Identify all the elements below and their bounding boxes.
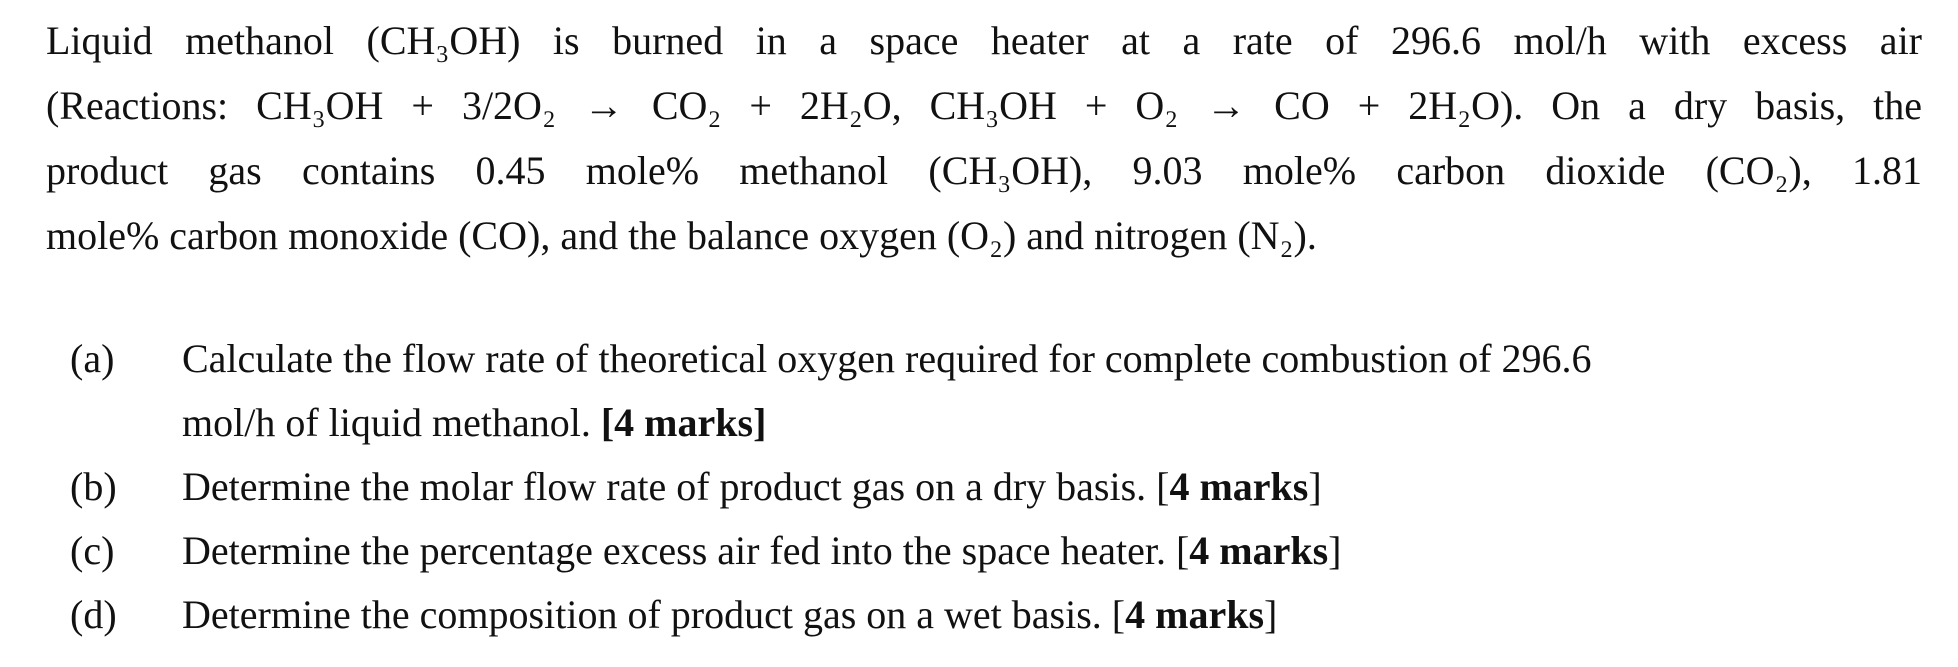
question-text-line xyxy=(182,391,1870,455)
question-text xyxy=(182,519,1870,583)
marks-close-bracket: ] xyxy=(1308,464,1322,509)
question-b xyxy=(70,455,1870,519)
question-label: (c) xyxy=(70,528,115,573)
question-marks: 4 marks xyxy=(1169,464,1309,509)
problem-statement xyxy=(46,8,1922,268)
question-marks: 4 marks xyxy=(1125,592,1265,637)
problem-line-1: Liquid methanol (CH₃OH) is burned in a space heater at a rate of 296.6 mol/h with excess air xyxy=(46,18,1922,63)
problem-line-4: mole% carbon monoxide (CO), and the balance oxygen (O₂) and nitrogen (N₂). xyxy=(46,213,1317,258)
question-text-line: Calculate the flow rate of theoretical oxygen required for complete combustion of 296.6 xyxy=(182,336,1592,381)
question-text-tail: mol/h of liquid methanol. xyxy=(182,400,591,445)
question-marks: [4 marks] xyxy=(600,400,767,445)
marks-open-bracket: [ xyxy=(1175,528,1190,573)
marks-close-bracket: ] xyxy=(1328,528,1342,573)
marks-close-bracket: ] xyxy=(1264,592,1278,637)
question-body: Determine the molar flow rate of product gas on a dry basis. xyxy=(182,464,1147,509)
question-c xyxy=(70,519,1870,583)
question-list xyxy=(70,327,1870,647)
question-text xyxy=(182,455,1870,519)
question-text xyxy=(182,327,1870,455)
question-body: Determine the percentage excess air fed into the space heater. xyxy=(182,528,1166,573)
question-label: (b) xyxy=(70,464,117,509)
question-text xyxy=(182,583,1870,647)
question-a xyxy=(70,327,1870,455)
question-marks: 4 marks xyxy=(1189,528,1329,573)
question-d xyxy=(70,583,1870,647)
question-label: (a) xyxy=(70,336,115,381)
marks-open-bracket: [ xyxy=(1156,464,1170,509)
question-body: Determine the composition of product gas on a wet basis. xyxy=(182,592,1102,637)
problem-line-2: (Reactions: CH₃OH + 3/2O₂ → CO₂ + 2H₂O, CH₃OH + O₂ → CO + 2H₂O). On a dry basis, the xyxy=(46,83,1922,128)
problem-line-3: product gas contains 0.45 mole% methanol (CH₃OH), 9.03 mole% carbon dioxide (CO₂), 1.81 xyxy=(46,148,1922,193)
marks-open-bracket: [ xyxy=(1111,592,1126,637)
question-label: (d) xyxy=(70,592,117,637)
